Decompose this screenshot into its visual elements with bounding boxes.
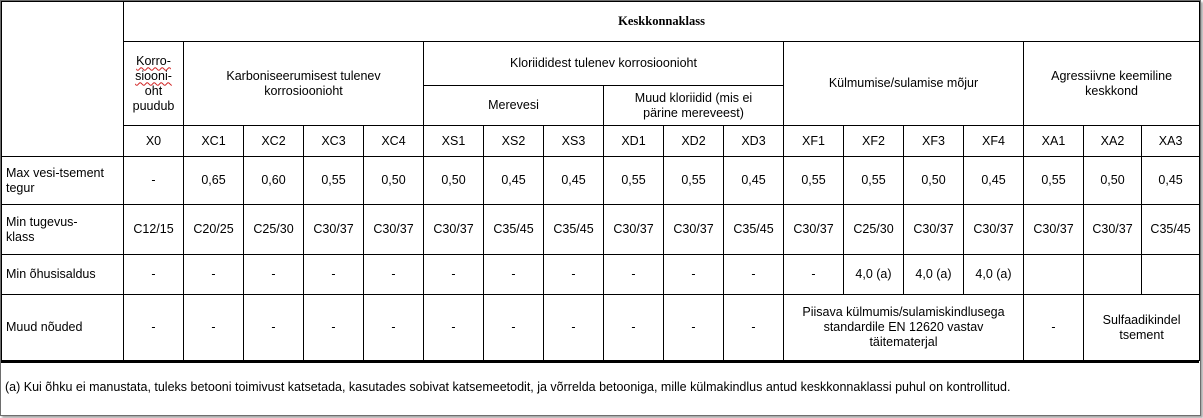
- air-value: -: [124, 255, 184, 295]
- wc-value: 0,55: [1024, 157, 1084, 205]
- strength-value: C30/37: [304, 205, 364, 255]
- wc-value: 0,45: [484, 157, 544, 205]
- class-code: XF3: [904, 126, 964, 157]
- strength-value: C35/45: [1142, 205, 1200, 255]
- other-value: -: [364, 295, 424, 361]
- air-value: 4,0 (a): [844, 255, 904, 295]
- group-chloride-header: Kloriididest tulenev korrosioonioht: [424, 42, 784, 86]
- strength-value: C30/37: [364, 205, 424, 255]
- wc-value: 0,65: [184, 157, 244, 205]
- air-value: -: [604, 255, 664, 295]
- other-value: -: [484, 295, 544, 361]
- wc-value: 0,50: [904, 157, 964, 205]
- group-xa-line-2: keskkond: [1085, 83, 1138, 98]
- air-value: [1142, 255, 1200, 295]
- strength-value: C25/30: [244, 205, 304, 255]
- group-xd-header: [604, 86, 784, 126]
- wc-value: 0,45: [964, 157, 1024, 205]
- xf-other-line-2: standardile EN 12620 vastav: [823, 320, 984, 334]
- row-label-wc-line-2: tegur: [6, 180, 35, 195]
- class-code: XC3: [304, 126, 364, 157]
- class-code: XF4: [964, 126, 1024, 157]
- air-value: 4,0 (a): [904, 255, 964, 295]
- other-value: -: [604, 295, 664, 361]
- class-code: XD1: [604, 126, 664, 157]
- air-value: -: [784, 255, 844, 295]
- wc-value: -: [124, 157, 184, 205]
- wc-value: 0,55: [304, 157, 364, 205]
- group-xa-header: [1024, 42, 1200, 126]
- corner-cell: [2, 2, 124, 157]
- strength-value: C30/37: [904, 205, 964, 255]
- class-code: XD3: [724, 126, 784, 157]
- wc-value: 0,55: [664, 157, 724, 205]
- wc-value: 0,45: [724, 157, 784, 205]
- class-code: X0: [124, 126, 184, 157]
- xf-other-line-3: täitematerjal: [869, 335, 938, 349]
- strength-value: C35/45: [724, 205, 784, 255]
- other-value: -: [304, 295, 364, 361]
- class-code: XS1: [424, 126, 484, 157]
- xa23-other-line-1: Sulfaadikindel: [1102, 312, 1181, 327]
- wc-value: 0,55: [604, 157, 664, 205]
- group-xc-line-1: Karboniseerumisest tulenev: [226, 68, 381, 83]
- wc-value: 0,45: [544, 157, 604, 205]
- air-value: 4,0 (a): [964, 255, 1024, 295]
- xa23-other-line-2: tsement: [1119, 327, 1164, 342]
- wc-value: 0,60: [244, 157, 304, 205]
- other-value: -: [124, 295, 184, 361]
- air-value: [1084, 255, 1142, 295]
- air-value: -: [664, 255, 724, 295]
- group-xd-line-1: Muud kloriidid (mis ei: [634, 90, 753, 105]
- air-value: -: [364, 255, 424, 295]
- row-label-wc-line-1: Max vesi-tsement: [6, 165, 104, 180]
- air-value: -: [304, 255, 364, 295]
- strength-value: C30/37: [784, 205, 844, 255]
- class-code: XC2: [244, 126, 304, 157]
- group-xc-line-2: korrosioonioht: [264, 83, 343, 98]
- class-code: XS2: [484, 126, 544, 157]
- group-x0-line-3: oht: [144, 83, 163, 98]
- xf-other-line-1: Piisava külmumis/sulamiskindlusega: [802, 305, 1005, 319]
- strength-value: C35/45: [484, 205, 544, 255]
- group-xd-line-2: pärine mereveest): [643, 105, 744, 120]
- row-label-air: Min õhusisaldus: [2, 255, 124, 295]
- class-code: XA1: [1024, 126, 1084, 157]
- class-code: XF2: [844, 126, 904, 157]
- other-value: -: [544, 295, 604, 361]
- other-value: -: [244, 295, 304, 361]
- row-label-wc: [2, 157, 124, 205]
- air-value: -: [244, 255, 304, 295]
- group-x0-line-2: siooni-: [135, 68, 172, 83]
- class-code: XS3: [544, 126, 604, 157]
- group-xc-header: [184, 42, 424, 126]
- group-xs-header: Merevesi: [424, 86, 604, 126]
- strength-value: C12/15: [124, 205, 184, 255]
- strength-value: C30/37: [664, 205, 724, 255]
- strength-value: C30/37: [1084, 205, 1142, 255]
- group-xa-line-1: Agressiivne keemiline: [1051, 68, 1173, 83]
- air-value: -: [424, 255, 484, 295]
- class-code: XA3: [1142, 126, 1200, 157]
- wc-value: 0,50: [1084, 157, 1142, 205]
- other-value: -: [724, 295, 784, 361]
- group-x0-header: [124, 42, 184, 126]
- wc-value: 0,50: [364, 157, 424, 205]
- table-bottom-rule: [1, 361, 1199, 363]
- row-label-strength: [2, 205, 124, 255]
- wc-value: 0,55: [784, 157, 844, 205]
- strength-value: C20/25: [184, 205, 244, 255]
- wc-value: 0,50: [424, 157, 484, 205]
- strength-value: C30/37: [604, 205, 664, 255]
- strength-value: C30/37: [1024, 205, 1084, 255]
- strength-value: C30/37: [424, 205, 484, 255]
- other-value: -: [424, 295, 484, 361]
- strength-value: C25/30: [844, 205, 904, 255]
- air-value: -: [184, 255, 244, 295]
- group-xf-header: Külmumise/sulamise mõjur: [784, 42, 1024, 126]
- group-x0-line-4: puudub: [132, 98, 175, 113]
- class-code: XF1: [784, 126, 844, 157]
- class-code: XC4: [364, 126, 424, 157]
- strength-value: C35/45: [544, 205, 604, 255]
- row-label-strength-line-2: klass: [6, 229, 35, 244]
- table-title: Keskkonnaklass: [124, 2, 1200, 42]
- group-x0-line-1: Korro-: [136, 53, 171, 68]
- air-value: -: [544, 255, 604, 295]
- xa23-other-requirement: [1084, 295, 1200, 361]
- class-code: XA2: [1084, 126, 1142, 157]
- air-value: -: [724, 255, 784, 295]
- other-value: -: [664, 295, 724, 361]
- xa1-other-value: -: [1024, 295, 1084, 361]
- xf-other-requirement: [784, 295, 1024, 361]
- air-value: [1024, 255, 1084, 295]
- wc-value: 0,55: [844, 157, 904, 205]
- row-label-other: Muud nõuded: [2, 295, 124, 361]
- air-value: -: [484, 255, 544, 295]
- wc-value: 0,45: [1142, 157, 1200, 205]
- other-value: -: [184, 295, 244, 361]
- strength-value: C30/37: [964, 205, 1024, 255]
- class-code: XC1: [184, 126, 244, 157]
- row-label-strength-line-1: Min tugevus-: [6, 214, 78, 229]
- class-code: XD2: [664, 126, 724, 157]
- exposure-class-table: [1, 1, 1200, 361]
- footnote: (a) Kui õhku ei manustata, tuleks betooni toimivust katsetada, kasutades sobivat katsemeetodit, ja võrrelda betooniga, mille külmakindlus antud keskkonnaklassi puhul on kontrollitud.: [5, 380, 1011, 394]
